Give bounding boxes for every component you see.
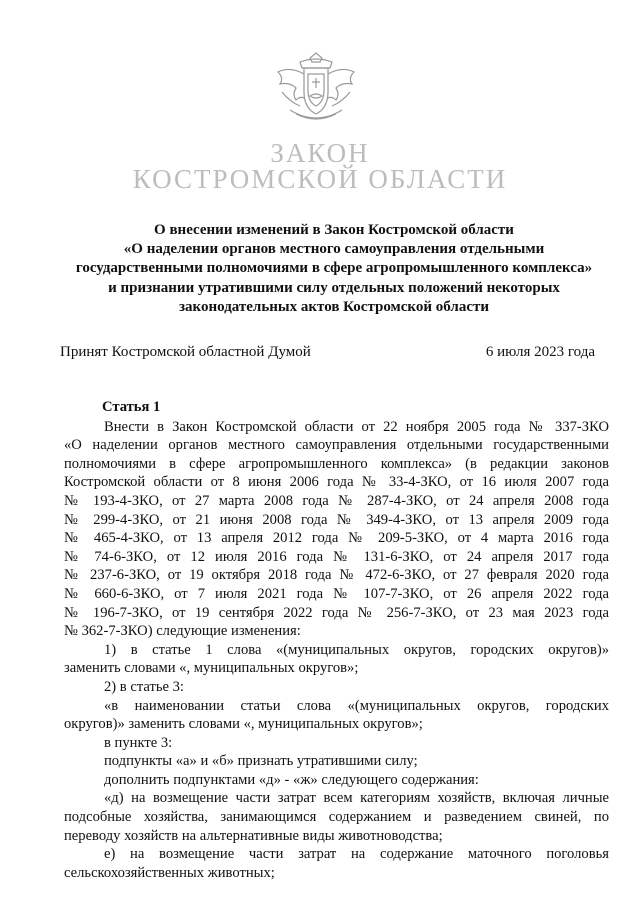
- document-heading: [60, 221, 608, 317]
- item-2-line: «в наименовании статьи слова «(муниципальных округов, городских: [104, 697, 609, 714]
- paragraph-line: полномочиями в сфере агропромышленного комплекса» (в редакции законов: [64, 455, 609, 472]
- document-body: [64, 398, 609, 882]
- paragraph-line: № 299-4-ЗКО, от 21 июня 2008 года № 349-4-ЗКО, от 13 апреля 2009 года: [64, 511, 609, 528]
- paragraph-line: Внести в Закон Костромской области от 22 ноября 2005 года № 337-ЗКО: [104, 418, 609, 435]
- adopted-date: 6 июля 2023 года: [485, 344, 595, 360]
- paragraph-line: № 362-7-ЗКО) следующие изменения:: [64, 623, 301, 640]
- point-3-repeal: подпункты «а» и «б» признать утратившими силу;: [104, 753, 418, 770]
- subpoint-e-line: сельскохозяйственных животных;: [64, 864, 275, 881]
- law-title-line-1: ЗАКОН: [270, 138, 370, 168]
- law-title-line-2: КОСТРОМСКОЙ ОБЛАСТИ: [132, 164, 508, 194]
- item-1-line: заменить словами «, муниципальных округов»;: [64, 660, 359, 677]
- subpoint-d-line: переводу хозяйств на альтернативные виды животноводства;: [64, 827, 443, 844]
- heading-line: «О наделении органов местного самоуправления отдельными: [123, 241, 545, 258]
- item-2-title: 2) в статье 3:: [104, 678, 184, 695]
- item-2-line: округов)» заменить словами «, муниципальных округов»;: [64, 716, 423, 733]
- paragraph-line: № 193-4-ЗКО, от 27 марта 2008 года № 287-4-ЗКО, от 24 апреля 2008 года: [64, 492, 609, 509]
- heading-line: и признании утратившими силу отдельных положений некоторых: [108, 279, 560, 296]
- paragraph-line: «О наделении органов местного самоуправления отдельными государственными: [64, 437, 609, 454]
- heading-line: законодательных актов Костромской области: [179, 298, 489, 315]
- paragraph-line: № 660-6-ЗКО, от 7 июля 2021 года № 107-7-ЗКО, от 26 апреля 2022 года: [64, 585, 609, 602]
- point-3-title: в пункте 3:: [104, 734, 173, 751]
- subpoint-d-line: «д) на возмещение части затрат всем категориям хозяйств, включая личные: [104, 790, 609, 807]
- heading-line: О внесении изменений в Закон Костромской области: [154, 222, 514, 238]
- adopted-by: Принят Костромской областной Думой: [60, 344, 311, 360]
- paragraph-line: № 237-6-ЗКО, от 19 октября 2018 года № 472-6-ЗКО, от 27 февраля 2020 года: [64, 567, 609, 584]
- paragraph-line: № 74-6-ЗКО, от 12 июля 2016 года № 131-6-ЗКО, от 24 апреля 2017 года: [64, 548, 609, 565]
- paragraph-line: № 196-7-ЗКО, от 19 сентября 2022 года № 256-7-ЗКО, от 23 мая 2023 года: [64, 604, 609, 621]
- kostroma-coat-of-arms-icon: [270, 52, 362, 128]
- subpoint-e-line: е) на возмещение части затрат на содержание маточного поголовья: [104, 846, 609, 863]
- adoption-line: [60, 344, 595, 361]
- paragraph-line: № 465-4-ЗКО, от 13 апреля 2012 года № 209-5-ЗКО, от 4 марта 2016 года: [64, 530, 609, 547]
- article-title: Статья 1: [102, 399, 161, 415]
- paragraph-line: Костромской области от 8 июня 2006 года № 33-4-ЗКО, от 16 июля 2007 года: [64, 474, 609, 491]
- heading-line: государственными полномочиями в сфере агропромышленного комплекса»: [75, 260, 593, 277]
- point-3-add: дополнить подпунктами «д» - «ж» следующего содержания:: [104, 771, 479, 788]
- item-1-line: 1) в статье 1 слова «(муниципальных округов, городских округов)»: [104, 641, 609, 658]
- subpoint-d-line: подсобные хозяйства, занимающимся содержанием и разведением свиней, по: [64, 809, 609, 826]
